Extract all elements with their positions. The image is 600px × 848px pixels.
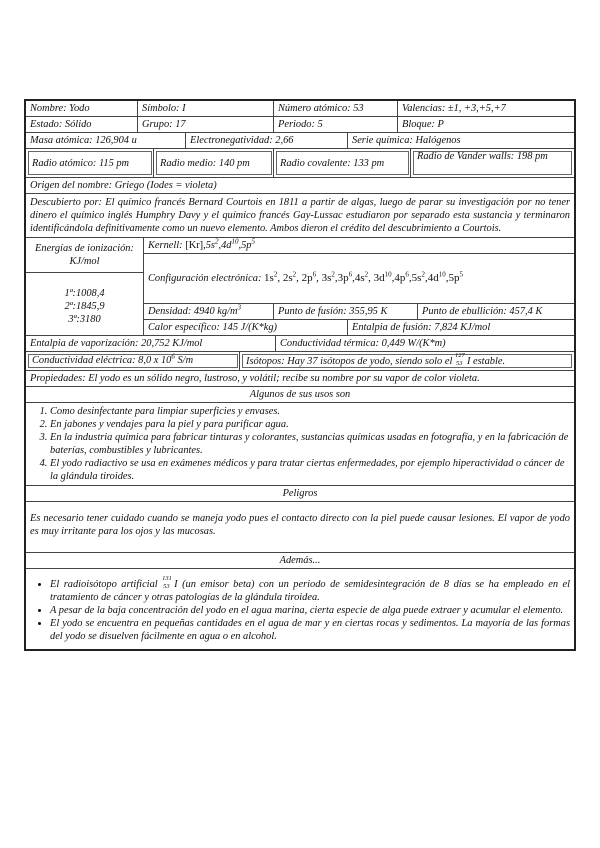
radioisotope-number: 53 — [163, 583, 170, 590]
serie-quimica-cell: Serie química: Halógenos — [352, 135, 461, 146]
usos-list-cell — [26, 403, 574, 485]
row-peligros-title — [26, 486, 574, 502]
config-term-8: ,5s — [408, 272, 422, 284]
config-block — [144, 238, 574, 335]
config-sup-0: 2 — [273, 270, 278, 279]
config-term-3: , 3s — [316, 272, 332, 284]
cond-electrica-label: Conductividad eléctrica: 8,0 x 10 — [32, 355, 172, 366]
config-sup-7: 6 — [405, 270, 409, 279]
config-sup-8: 2 — [421, 270, 425, 279]
config-term-10: ,5p — [445, 272, 460, 284]
entalpia-vap-cell: Entalpia de vaporización: 20,752 KJ/mol — [26, 336, 276, 351]
config-term-9: ,4d — [424, 272, 439, 284]
ademas-list — [30, 577, 570, 643]
ademas-title: Además... — [279, 555, 321, 566]
config-sup-4: 6 — [348, 270, 353, 279]
isotopos-cell — [240, 352, 574, 370]
config-sup-5: 2 — [364, 270, 369, 279]
masa-atomica-cell: Masa atómica: 126,904 u — [26, 133, 186, 148]
kernell-sup-2: 10 — [231, 238, 239, 246]
fusion-cell: Punto de fusión: 355,95 K — [274, 304, 418, 319]
kernell-cell — [144, 238, 574, 254]
config-sup-9: 10 — [438, 270, 446, 279]
radio-vander-cell: Radio de Vander walls: 198 pm — [411, 149, 574, 177]
kernell-term-1: 5s — [205, 240, 215, 251]
config-sup-6: 10 — [384, 270, 392, 279]
ionizacion-2: 2ª:1845,9 — [64, 301, 105, 312]
row-ademas-list — [26, 569, 574, 649]
kernell-sup-3: 5 — [251, 238, 255, 246]
uso-item: 1. Como desinfectante para limpiar superficies y envases. — [50, 405, 570, 418]
radio-atomico-cell: Radio atómico: 115 pm — [26, 149, 154, 177]
row-electrica — [26, 352, 574, 371]
entalpia-fusion-cell: Entalpia de fusión: 7,824 KJ/mol — [352, 322, 491, 333]
cond-electrica-cell — [26, 352, 240, 370]
estado-cell: Estado: Sólido — [26, 117, 138, 132]
ademas-item1-post: I (un emisor beta) con un periodo de semidesintegración de 8 días se ha empleado en el tratamiento de cáncer y otras patologías de la glándula tiroidea. — [50, 579, 570, 603]
numero-atomico-cell: Número atómico: 53 — [274, 101, 398, 116]
ademas-item1-pre: El radioisótopo artificial — [50, 579, 158, 590]
configuracion-cell — [144, 254, 574, 304]
cond-electrica-unit: S/m — [177, 355, 194, 366]
bloque-cell: Bloque: P — [402, 119, 444, 130]
uso-item: 4. El yodo radiactivo se usa en exámenes médicos y para tratar ciertas enfermedades, por ejemplo hiperactividad o cáncer de la glándula tiroides. — [50, 457, 570, 483]
valencias-cell: Valencias: ±1, +3,+5,+7 — [402, 103, 506, 114]
peligros-title: Peligros — [282, 488, 318, 499]
peligros-text: Es necesario tener cuidado cuando se maneja yodo pues el contacto directo con la piel puede causar lesiones. El vapor de yodo es muy irritante para los ojos y las mucosas. — [30, 513, 570, 537]
row-vaporizacion — [26, 336, 574, 352]
ademas-item: • El yodo se encuentra en pequeñas cantidades en el agua de mar y en ciertas rocas y sedimentos. La mayoría de las formas del yodo se disuelven fácilmente en agua o en alcohol. — [50, 617, 570, 643]
ademas-item — [50, 577, 570, 604]
ionizacion-1: 1ª:1008,4 — [64, 288, 105, 299]
ademas-item: • A pesar de la baja concentración del yodo en el agua marina, cierta especie de alga puede extraer y acumular el elemento. — [50, 604, 570, 617]
densidad-cell — [144, 304, 274, 319]
row-usos-list — [26, 403, 574, 486]
radio-medio-cell: Radio medio: 140 pm — [154, 149, 274, 177]
config-sup-1: 2 — [292, 270, 297, 279]
config-sup-10: 5 — [459, 270, 463, 279]
descubierto-cell: Descubierto por: El químico francés Bernard Courtois en 1811 a partir de algas, luego de parar su investigación por no tener dinero el químico inglés Humphry Davy y el químico francés Gay-Lussac estudiaron por separado esta sustancia y terminaron identificándola definitivamente como un nuevo elemento. Ambos dieron el crédito del descubrimiento a Courtois. — [30, 197, 570, 234]
row-usos-title — [26, 387, 574, 403]
kernell-label: Kernell: — [148, 240, 183, 251]
config-term-0: 1s — [264, 272, 274, 284]
row-origen — [26, 178, 574, 194]
isotope-mass: 127 — [454, 352, 465, 359]
electronegatividad-cell: Electronegatividad: 2,66 — [186, 133, 348, 148]
row-descubierto — [26, 194, 574, 238]
config-term-4: ,3p — [334, 272, 349, 284]
config-sup-3: 2 — [331, 270, 335, 279]
isotope-number: 53 — [455, 360, 463, 367]
radioisotope-mass: 131 — [162, 575, 172, 582]
cond-termica-cell: Conductividad térmica: 0,449 W/(K*m) — [280, 338, 446, 349]
calor-cell: Calor específico: 145 J/(K*kg) — [144, 320, 348, 335]
grupo-cell: Grupo: 17 — [138, 117, 274, 132]
densidad-label: Densidad: 4940 kg/m — [148, 306, 238, 317]
kernell-kr: [Kr], — [185, 240, 206, 251]
row-densidad — [144, 304, 574, 320]
config-term-5: ,4s — [352, 272, 365, 284]
config-term-1: , 2s — [277, 272, 293, 284]
usos-list — [30, 405, 570, 483]
ademas-list-cell — [26, 569, 574, 649]
row-propiedades — [26, 371, 574, 387]
isotopos-post: I estable. — [466, 356, 506, 367]
isotopos-pre: Isótopos: Hay 37 isótopos de yodo, siendo solo el — [246, 356, 453, 367]
ionizacion-cell — [26, 238, 144, 335]
uso-item: 2. En jabones y vendajes para la piel y para purificar agua. — [50, 418, 570, 431]
row-radios — [26, 149, 574, 178]
kernell-term-2: ,4d — [218, 240, 232, 251]
usos-title: Algunos de sus usos son — [249, 389, 351, 400]
propiedades-cell: Propiedades: El yodo es un sólido negro, lustroso, y volátil; recibe su nombre por su vapor de color violeta. — [30, 373, 480, 384]
row-peligros-text — [26, 502, 574, 553]
row-mass — [26, 133, 574, 149]
config-sup-2: 6 — [312, 270, 317, 279]
row-state — [26, 117, 574, 133]
config-term-2: , 2p — [296, 272, 313, 284]
nombre-cell: Nombre: Yodo — [26, 101, 138, 116]
radio-covalente-cell: Radio covalente: 133 pm — [274, 149, 411, 177]
periodo-cell: Periodo: 5 — [274, 117, 398, 132]
iodine-fact-sheet — [24, 99, 576, 651]
densidad-exp: 3 — [237, 304, 241, 312]
origen-cell: Origen del nombre: Griego (Iodes = violeta) — [30, 180, 217, 191]
isotope-notation — [454, 352, 467, 367]
ionizacion-3: 3ª:3180 — [68, 314, 101, 325]
configuracion-terms — [264, 272, 463, 285]
kernell-term-3: ,5p — [238, 240, 252, 251]
configuracion-label: Configuración electrónica: — [148, 273, 262, 284]
config-term-7: ,4p — [391, 272, 406, 284]
ebullicion-cell: Punto de ebullición: 457,4 K — [422, 306, 543, 317]
row-identity — [26, 101, 574, 117]
row-ademas-title — [26, 553, 574, 569]
kernell-sup-1: 2 — [214, 238, 219, 246]
uso-item: 3. En la industria química para fabricar tinturas y colorantes, sustancias químicas usadas en fotografía, y en la fabricación de baterías, combustibles y lubricantes. — [50, 431, 570, 457]
row-ionization-block — [26, 238, 574, 336]
simbolo-cell: Símbolo: I — [138, 101, 274, 116]
ionizacion-label: Energías de ionización: KJ/mol — [26, 242, 143, 273]
cond-electrica-exp: 6 — [171, 352, 175, 361]
radioisotope-notation — [162, 575, 174, 590]
row-calor — [144, 320, 574, 335]
config-term-6: , 3d — [368, 272, 385, 284]
